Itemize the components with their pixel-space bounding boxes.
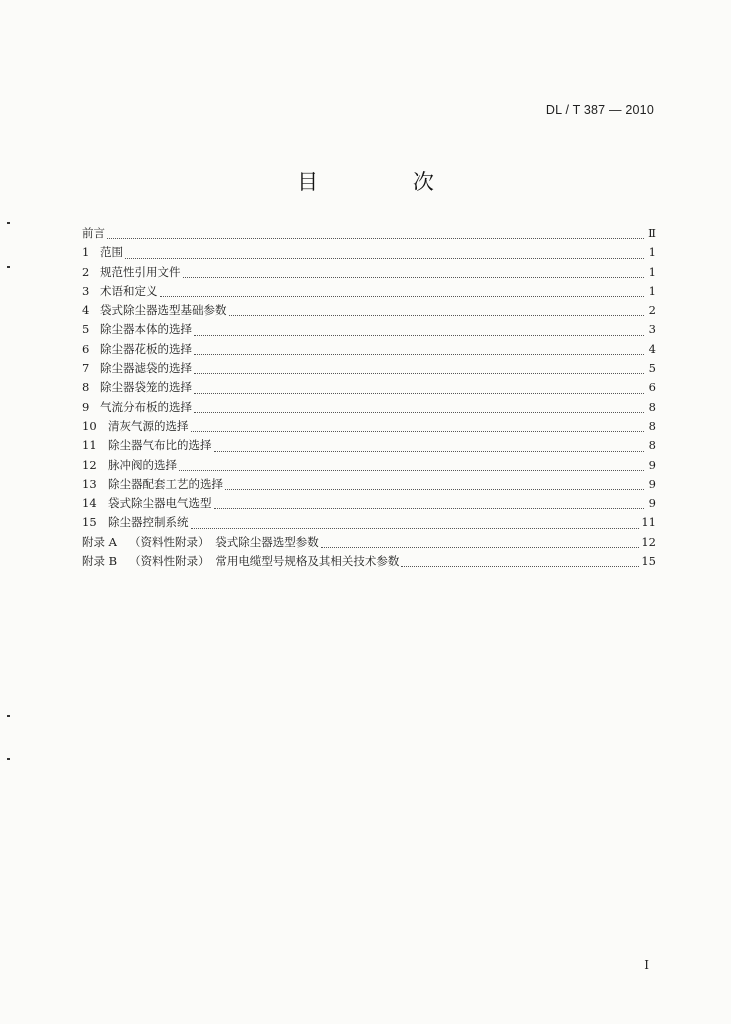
toc-entry-label: 袋式除尘器电气选型 xyxy=(108,496,212,511)
toc-entry-number: 2 xyxy=(82,264,90,279)
dot-leader xyxy=(225,489,644,490)
toc-entry-label: 袋式除尘器选型基础参数 xyxy=(100,303,227,318)
dot-leader xyxy=(194,335,644,336)
toc-entry-page: 9 xyxy=(648,457,656,472)
toc-entry-page: 6 xyxy=(648,380,656,395)
toc-entry-9[interactable] xyxy=(82,398,656,417)
toc-entry-number: 13 xyxy=(82,476,97,491)
toc-entry-label: 清灰气源的选择 xyxy=(108,418,189,433)
dot-leader xyxy=(214,508,645,509)
dot-leader xyxy=(194,354,644,355)
toc-entry-number: 9 xyxy=(82,399,90,414)
toc-entry-page: 4 xyxy=(648,341,656,356)
toc-entry-page: 1 xyxy=(648,264,656,279)
toc-entry-appendix-a[interactable] xyxy=(82,533,656,552)
toc-entry-number: 3 xyxy=(82,283,90,298)
toc-entry-number: 8 xyxy=(82,380,90,395)
dot-leader xyxy=(125,258,644,259)
toc-entry-3[interactable] xyxy=(82,282,656,301)
scan-speck xyxy=(7,222,10,224)
toc-entry-8[interactable] xyxy=(82,378,656,397)
toc-entry-preface[interactable] xyxy=(82,224,656,243)
toc-entry-12[interactable] xyxy=(82,456,656,475)
toc-entry-label: 气流分布板的选择 xyxy=(100,399,192,414)
toc-entry-6[interactable] xyxy=(82,340,656,359)
toc-entry-page: 1 xyxy=(648,245,656,260)
toc-entry-number: 12 xyxy=(82,457,97,472)
dot-leader xyxy=(191,431,645,432)
standard-code: DL / T 387 — 2010 xyxy=(545,103,654,117)
toc-entry-page: 1 xyxy=(648,283,656,298)
toc-entry-label: 规范性引用文件 xyxy=(100,264,181,279)
toc-entry-label: 除尘器滤袋的选择 xyxy=(100,361,192,376)
toc-entry-label: 术语和定义 xyxy=(100,283,158,298)
toc-entry-label: 除尘器袋笼的选择 xyxy=(100,380,192,395)
dot-leader xyxy=(214,451,645,452)
toc-entry-number: 附录 B xyxy=(82,554,118,569)
toc-entry-page: 3 xyxy=(648,322,656,337)
toc-entry-11[interactable] xyxy=(82,436,656,455)
toc-entry-label: 除尘器花板的选择 xyxy=(100,341,192,356)
toc-entry-number: 14 xyxy=(82,496,97,511)
dot-leader xyxy=(321,547,640,548)
dot-leader xyxy=(179,470,644,471)
toc-entry-4[interactable] xyxy=(82,301,656,320)
page-title: 目 次 xyxy=(297,170,478,194)
toc-entry-page: Ⅱ xyxy=(648,226,656,240)
toc-entry-page: 8 xyxy=(648,438,656,453)
toc-entry-2[interactable] xyxy=(82,263,656,282)
toc-entry-label: （资料性附录） 常用电缆型号规格及其相关技术参数 xyxy=(129,554,400,569)
toc-entry-page: 5 xyxy=(648,361,656,376)
toc-entry-13[interactable] xyxy=(82,475,656,494)
toc-entry-number: 附录 A xyxy=(82,534,117,549)
toc-entry-page: 12 xyxy=(641,534,656,549)
toc-entry-page: 15 xyxy=(641,554,656,569)
dot-leader xyxy=(194,393,644,394)
toc-entry-number: 15 xyxy=(82,515,97,530)
dot-leader xyxy=(107,238,644,239)
toc-entry-label: （资料性附录） 袋式除尘器选型参数 xyxy=(128,534,319,549)
table-of-contents xyxy=(82,224,656,571)
scan-speck xyxy=(7,758,10,760)
toc-entry-page: 2 xyxy=(648,303,656,318)
dot-leader xyxy=(183,277,645,278)
toc-entry-label: 除尘器本体的选择 xyxy=(100,322,192,337)
toc-entry-number: 11 xyxy=(82,438,97,453)
toc-entry-number: 1 xyxy=(82,245,90,260)
toc-entry-15[interactable] xyxy=(82,513,656,532)
dot-leader xyxy=(194,373,644,374)
toc-entry-label: 脉冲阀的选择 xyxy=(108,457,177,472)
dot-leader xyxy=(229,315,645,316)
toc-entry-label: 除尘器气布比的选择 xyxy=(108,438,212,453)
toc-entry-label: 除尘器控制系统 xyxy=(108,515,189,530)
dot-leader xyxy=(401,566,639,567)
dot-leader xyxy=(194,412,644,413)
toc-entry-7[interactable] xyxy=(82,359,656,378)
toc-entry-label: 除尘器配套工艺的选择 xyxy=(108,476,223,491)
toc-entry-page: 8 xyxy=(648,399,656,414)
toc-entry-page: 9 xyxy=(648,496,656,511)
toc-entry-5[interactable] xyxy=(82,320,656,339)
toc-entry-label: 范围 xyxy=(100,245,123,260)
toc-entry-label: 前言 xyxy=(82,226,105,240)
dot-leader xyxy=(160,296,645,297)
toc-entry-number: 4 xyxy=(82,303,90,318)
scan-speck xyxy=(7,266,10,268)
toc-entry-14[interactable] xyxy=(82,494,656,513)
toc-entry-number: 5 xyxy=(82,322,90,337)
toc-entry-number: 6 xyxy=(82,341,90,356)
toc-entry-page: 9 xyxy=(648,476,656,491)
dot-leader xyxy=(191,528,640,529)
toc-entry-1[interactable] xyxy=(82,243,656,262)
toc-entry-number: 7 xyxy=(82,361,90,376)
toc-entry-page: 11 xyxy=(641,515,656,530)
scan-speck xyxy=(7,715,10,717)
page-number: I xyxy=(644,958,649,972)
toc-entry-10[interactable] xyxy=(82,417,656,436)
toc-entry-appendix-b[interactable] xyxy=(82,552,656,571)
toc-entry-number: 10 xyxy=(82,418,97,433)
toc-entry-page: 8 xyxy=(648,418,656,433)
